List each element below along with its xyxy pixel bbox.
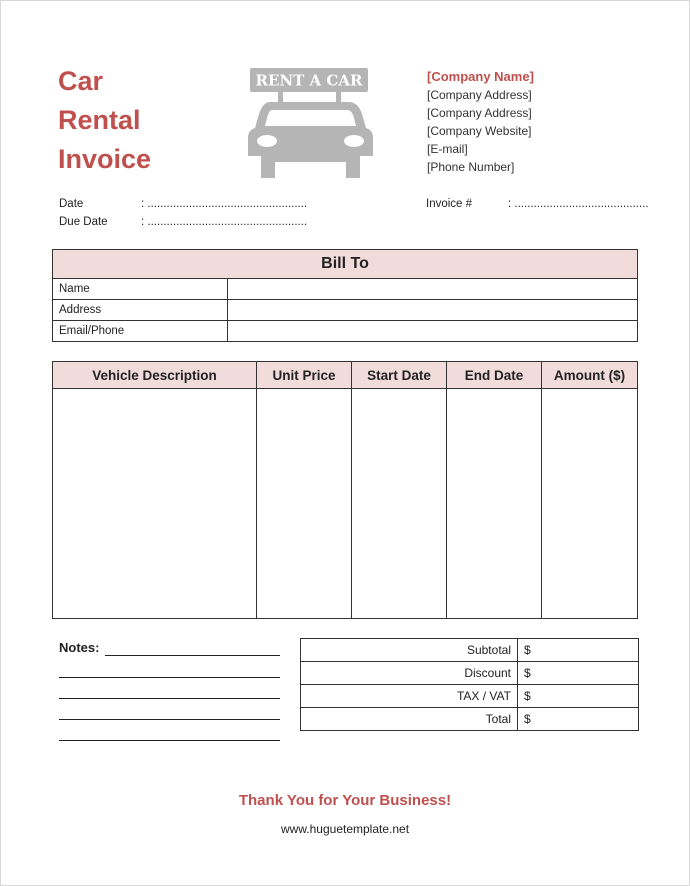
website-link[interactable]: www.huguetemplate.net: [280, 822, 410, 836]
car-headlight-right: [344, 135, 364, 147]
header-unit-price: Unit Price: [257, 362, 352, 389]
items-table: [52, 361, 638, 619]
company-phone: [Phone Number]: [427, 160, 515, 174]
notes-line[interactable]: [59, 719, 280, 720]
items-body-row: [53, 389, 638, 619]
thank-you-message: Thank You for Your Business!: [238, 792, 452, 809]
discount-label: Discount: [301, 662, 518, 685]
company-email: [E-mail]: [427, 142, 468, 156]
header-end-date: End Date: [447, 362, 542, 389]
logo-post-left: [278, 92, 283, 102]
bill-to-table: [52, 249, 638, 342]
company-name: [Company Name]: [427, 69, 534, 84]
invoice-title: [58, 62, 151, 179]
company-info: [427, 68, 534, 176]
totals-row: [301, 662, 639, 685]
due-date-field[interactable]: : ..................................................: [141, 216, 308, 228]
header-start-date: Start Date: [352, 362, 447, 389]
end-date-cell[interactable]: [447, 389, 542, 619]
car-windshield: [265, 110, 356, 126]
invoice-number-block: [426, 198, 666, 216]
date-block: [59, 198, 319, 234]
logo-post-right: [336, 92, 341, 102]
unit-price-cell[interactable]: [257, 389, 352, 619]
bill-to-address-label: Address: [53, 300, 228, 321]
start-date-cell[interactable]: [352, 389, 447, 619]
amount-cell[interactable]: [542, 389, 638, 619]
totals-table: [300, 638, 639, 731]
bill-to-contact-value[interactable]: [228, 321, 638, 342]
company-website: [Company Website]: [427, 124, 532, 138]
subtotal-label: Subtotal: [301, 639, 518, 662]
bill-to-name-value[interactable]: [228, 279, 638, 300]
rent-a-car-logo: [248, 68, 373, 180]
notes-line[interactable]: [59, 677, 280, 678]
title-line-1: Car: [58, 66, 104, 96]
totals-row: [301, 685, 639, 708]
bill-to-contact-label: Email/Phone: [53, 321, 228, 342]
notes-line[interactable]: [105, 655, 280, 656]
notes-line[interactable]: [59, 740, 280, 741]
subtotal-value[interactable]: $: [518, 639, 639, 662]
invoice-number-field[interactable]: : ..........................................: [508, 198, 649, 210]
totals-row: [301, 708, 639, 731]
title-line-2: Rental: [58, 105, 141, 135]
tax-label: TAX / VAT: [301, 685, 518, 708]
bill-to-heading: Bill To: [53, 250, 638, 279]
total-label: Total: [301, 708, 518, 731]
date-field[interactable]: : ..................................................: [141, 198, 308, 210]
totals-row: [301, 639, 639, 662]
discount-value[interactable]: $: [518, 662, 639, 685]
tax-value[interactable]: $: [518, 685, 639, 708]
notes-label: Notes:: [59, 640, 100, 655]
bill-to-address-value[interactable]: [228, 300, 638, 321]
bill-to-row: [53, 300, 638, 321]
company-address-1: [Company Address]: [427, 88, 532, 102]
title-line-3: Invoice: [58, 144, 152, 174]
date-label: Date: [59, 198, 84, 210]
due-date-label: Due Date: [59, 216, 108, 228]
bill-to-name-label: Name: [53, 279, 228, 300]
total-value[interactable]: $: [518, 708, 639, 731]
company-address-2: [Company Address]: [427, 106, 532, 120]
bill-to-row: [53, 321, 638, 342]
car-headlight-left: [257, 135, 277, 147]
invoice-number-label: Invoice #: [426, 198, 473, 210]
bill-to-row: [53, 279, 638, 300]
vehicle-description-cell[interactable]: [53, 389, 257, 619]
notes-line[interactable]: [59, 698, 280, 699]
header-vehicle-description: Vehicle Description: [53, 362, 257, 389]
header-amount: Amount ($): [542, 362, 638, 389]
logo-sign-text: RENT A CAR: [255, 71, 363, 90]
